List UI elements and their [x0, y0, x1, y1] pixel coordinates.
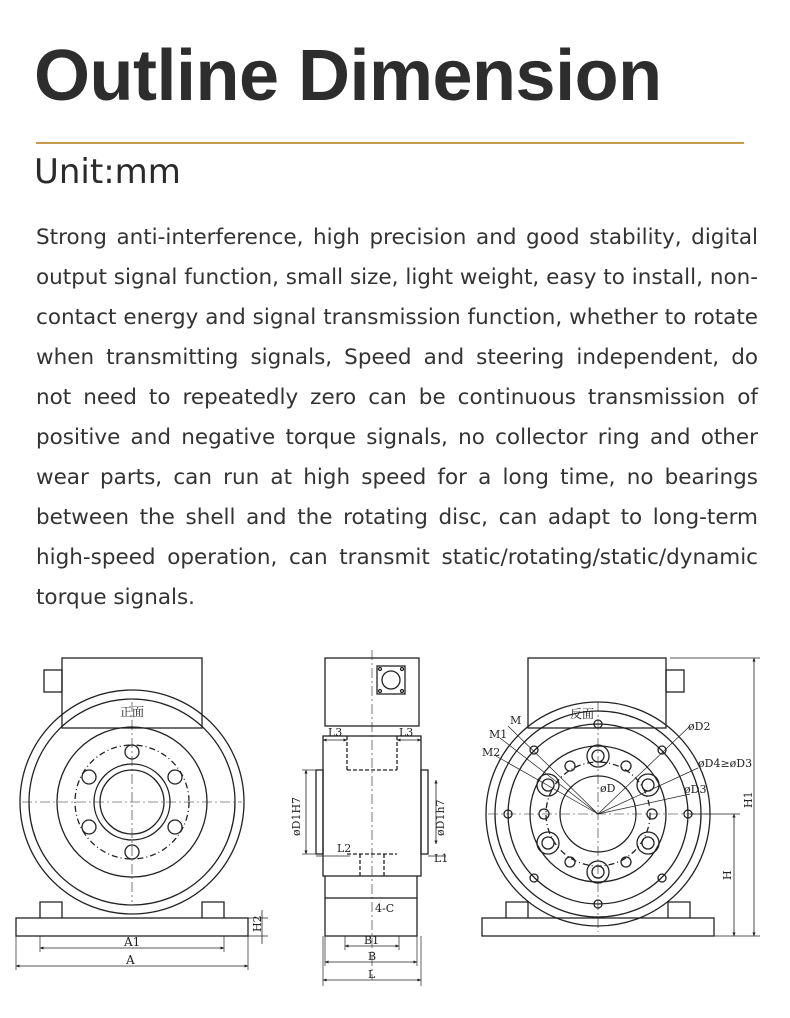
dim-d1h7-left-label: øD1H7 [290, 796, 303, 836]
dim-l-label: L [368, 968, 376, 981]
unit-label: Unit:mm [34, 152, 181, 192]
title-divider [36, 142, 744, 144]
rear-thread-hole [565, 761, 575, 771]
rear-connector-housing [528, 658, 666, 728]
dim-b1-label: B1 [364, 934, 380, 947]
front-base-plate [16, 918, 248, 936]
dim-m2-label: M2 [482, 746, 501, 759]
rear-counterbore [637, 774, 659, 796]
dim-m-label: M [510, 714, 522, 727]
dim-d2-label: øD2 [688, 720, 711, 733]
dim-h1-label: H1 [742, 791, 755, 808]
front-bolt-hole [82, 820, 96, 834]
dim-a1-label: A1 [124, 935, 141, 949]
dim-l1-label: L1 [434, 852, 449, 865]
rear-view [482, 658, 760, 936]
front-bolt-hole [168, 820, 182, 834]
dim-4c-label: 4-C [375, 902, 395, 915]
dim-l2-label: L2 [337, 842, 352, 855]
rear-face-label: 反面 [570, 707, 595, 721]
dim-d3-label: øD3 [684, 783, 707, 796]
side-shaft-right [421, 770, 428, 854]
side-shaft-left [316, 770, 323, 854]
front-connector-stub [44, 670, 62, 692]
page-title: Outline Dimension [34, 36, 662, 116]
rear-connector-stub [666, 670, 684, 692]
dim-h2-label: H2 [251, 915, 264, 932]
front-bolt-hole [82, 770, 96, 784]
rear-counterbore [637, 832, 659, 854]
rear-counterbore [537, 832, 559, 854]
rear-thread-hole [565, 857, 575, 867]
rear-counterbore [537, 774, 559, 796]
dim-d1h7-right-label: øD1h7 [434, 799, 447, 836]
dim-l3-right-label: L3 [399, 726, 414, 739]
front-bolt-hole [168, 770, 182, 784]
side-base-plate [325, 898, 417, 936]
dim-d4-d3-label: øD4≥øD3 [698, 757, 753, 770]
dim-l3-left-label: L3 [328, 726, 343, 739]
dim-b-label: B [368, 950, 377, 963]
dim-m1-label: M1 [489, 728, 508, 741]
front-face-label: 正面 [120, 705, 145, 719]
dim-a-label: A [126, 953, 135, 967]
outline-drawing [0, 640, 790, 1010]
product-description: Strong anti-interference, high precision and good stability, digital output signal function, small size, light weight, easy to install, non-contact energy and signal transmission function, whether to rotate when transmitting signals, Speed and steering independent, do not need to repeatedly zero can be continuous transmission of positive and negative torque signals, no collector ring and other wear parts, can run at high speed for a long time, no bearings between the shell and the rotating disc, can adapt to long-term high-speed operation, can transmit static/rotating/static/dynamic torque signals. [36, 225, 758, 610]
dim-h-label: H [721, 870, 734, 880]
dim-d-label: øD [600, 782, 616, 795]
